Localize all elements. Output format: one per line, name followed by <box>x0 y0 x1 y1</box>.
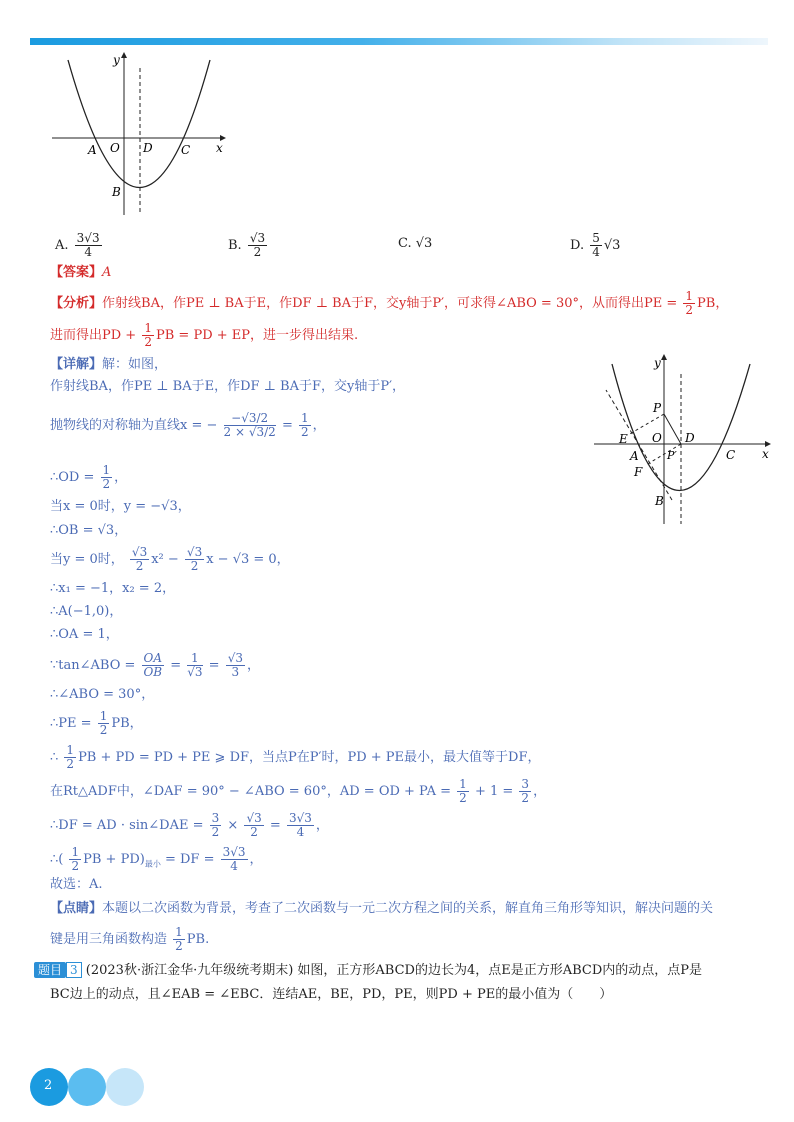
header-bar <box>30 38 768 45</box>
comment-line-2: 键是用三角函数构造 $\frac{1}{2}$ PB. <box>50 925 210 953</box>
option-a[interactable]: A. $\frac{3√3}{4}$ <box>55 231 100 259</box>
option-c[interactable]: C. √3 <box>398 236 433 251</box>
parabola-curve <box>68 60 210 188</box>
comment-line-1: 【点睛】本题以二次函数为背景，考查了二次函数与一元二次方程之间的关系，解直角三角形等知识，解决问题的关 <box>50 901 714 916</box>
parabola-figure-1 <box>50 50 230 220</box>
detail-line-9: ∴OA = 1， <box>50 627 119 642</box>
label-O: O <box>110 141 120 155</box>
detail-line-11: ∴∠ABO = 30°， <box>50 687 155 702</box>
detail-line-17: 故选：A. <box>50 877 103 892</box>
footer-circle-3 <box>106 1068 144 1106</box>
label-C: C <box>726 448 736 462</box>
answer-line: 【答案】A <box>50 265 112 280</box>
label-y: y <box>654 356 661 370</box>
detail-line-13: ∴ $\frac{1}{2}$ PB + PD = PD + PE ⩾ DF，当点P在P′时，PD + PE最小，最大值等于DF， <box>50 743 541 771</box>
detail-line-16: ∴( $\frac{1}{2}$ PB + $PD)_{最小}$ = DF = $\frac{3√3}{4}$ ， <box>50 845 263 873</box>
label-x: x <box>762 447 769 461</box>
label-P-prime: P′ <box>667 449 677 462</box>
ray-BA <box>606 390 672 500</box>
label-D: D <box>685 431 695 445</box>
detail-line-2: 抛物线的对称轴为直线x = − $\frac{-√3/2}{2 \times √3/2}$ = $\frac{1}{2}$ ， <box>50 411 326 439</box>
detail-line-15: ∴DF = AD · sin∠DAE = $\frac{3}{2}$ × $\frac{√3}{2}$ = $\frac{3√3}{4}$ ， <box>50 811 329 839</box>
label-D: D <box>143 141 153 155</box>
y-axis-arrow <box>121 52 127 58</box>
question-tag: 题目 <box>34 962 66 978</box>
detail-line-6: 当y = 0时， $\frac{√3}{2}$ x² − $\frac{√3}{2}$ x − √3 = 0， <box>50 545 290 573</box>
label-y: y <box>113 53 120 67</box>
question-3-line-2: BC边上的动点，且∠EAB = ∠EBC．连结AE，BE，PD，PE，则PD + PE的最小值为（ ） <box>50 987 613 1002</box>
question-number: 3 <box>66 962 82 978</box>
option-b[interactable]: B. $\frac{√3}{2}$ <box>228 231 266 259</box>
label-C: C <box>181 143 191 157</box>
label-A: A <box>630 449 639 463</box>
label-O: O <box>652 431 662 445</box>
y-axis-arrow <box>661 354 667 360</box>
label-B: B <box>655 494 664 508</box>
footer-circle-2 <box>68 1068 106 1106</box>
label-P: P <box>653 401 662 415</box>
detail-line-12: ∴PE = $\frac{1}{2}$ PB， <box>50 709 143 737</box>
option-d[interactable]: D. $\frac{5}{4}$ √3 <box>570 231 621 259</box>
detail-line-10: ∵tan∠ABO = $\frac{OA}{OB}$ = $\frac{1}{√3}$ = $\frac{√3}{3}$ ， <box>50 651 260 679</box>
question-3-line-1: 题目 3 (2023秋·浙江金华·九年级统考期末) 如图，正方形ABCD的边长为4，点E是正方形ABCD内的动点，点P是 <box>34 962 702 980</box>
page-number: 2 <box>44 1078 53 1093</box>
parabola-figure-2 <box>590 352 775 532</box>
detail-line-8: ∴A(−1,0)， <box>50 604 123 619</box>
label-B: B <box>112 185 121 199</box>
analysis-line-1: 【分析】作射线BA，作PE ⊥ BA于E，作DF ⊥ BA于F，交y轴于P′，可求得∠ABO = 30°，从而得出PE = $\frac{1}{2}$ PB， <box>50 289 729 317</box>
detail-line-14: 在Rt△ADF中，∠DAF = 90° − ∠ABO = 60°，AD = OD + PA = $\frac{1}{2}$ + 1 = $\frac{3}{2}$ ， <box>50 777 547 805</box>
label-E: E <box>619 432 628 446</box>
detail-line-4: 当x = 0时，y = −√3， <box>50 499 191 514</box>
detail-line-5: ∴OB = √3， <box>50 523 128 538</box>
segment-PD <box>664 414 681 444</box>
detail-line-1: 作射线BA，作PE ⊥ BA于E，作DF ⊥ BA于F，交y轴于P′， <box>50 379 406 394</box>
detail-line-7: ∴x₁ = −1，x₂ = 2， <box>50 581 176 596</box>
label-x: x <box>216 141 223 155</box>
label-A: A <box>88 143 97 157</box>
label-F: F <box>634 465 643 479</box>
detail-line-0: 【详解】解：如图， <box>50 357 168 372</box>
detail-line-3: ∴OD = $\frac{1}{2}$ ， <box>50 463 128 491</box>
analysis-line-2: 进而得出PD + $\frac{1}{2}$ PB = PD + EP，进一步得出结果. <box>50 321 359 349</box>
